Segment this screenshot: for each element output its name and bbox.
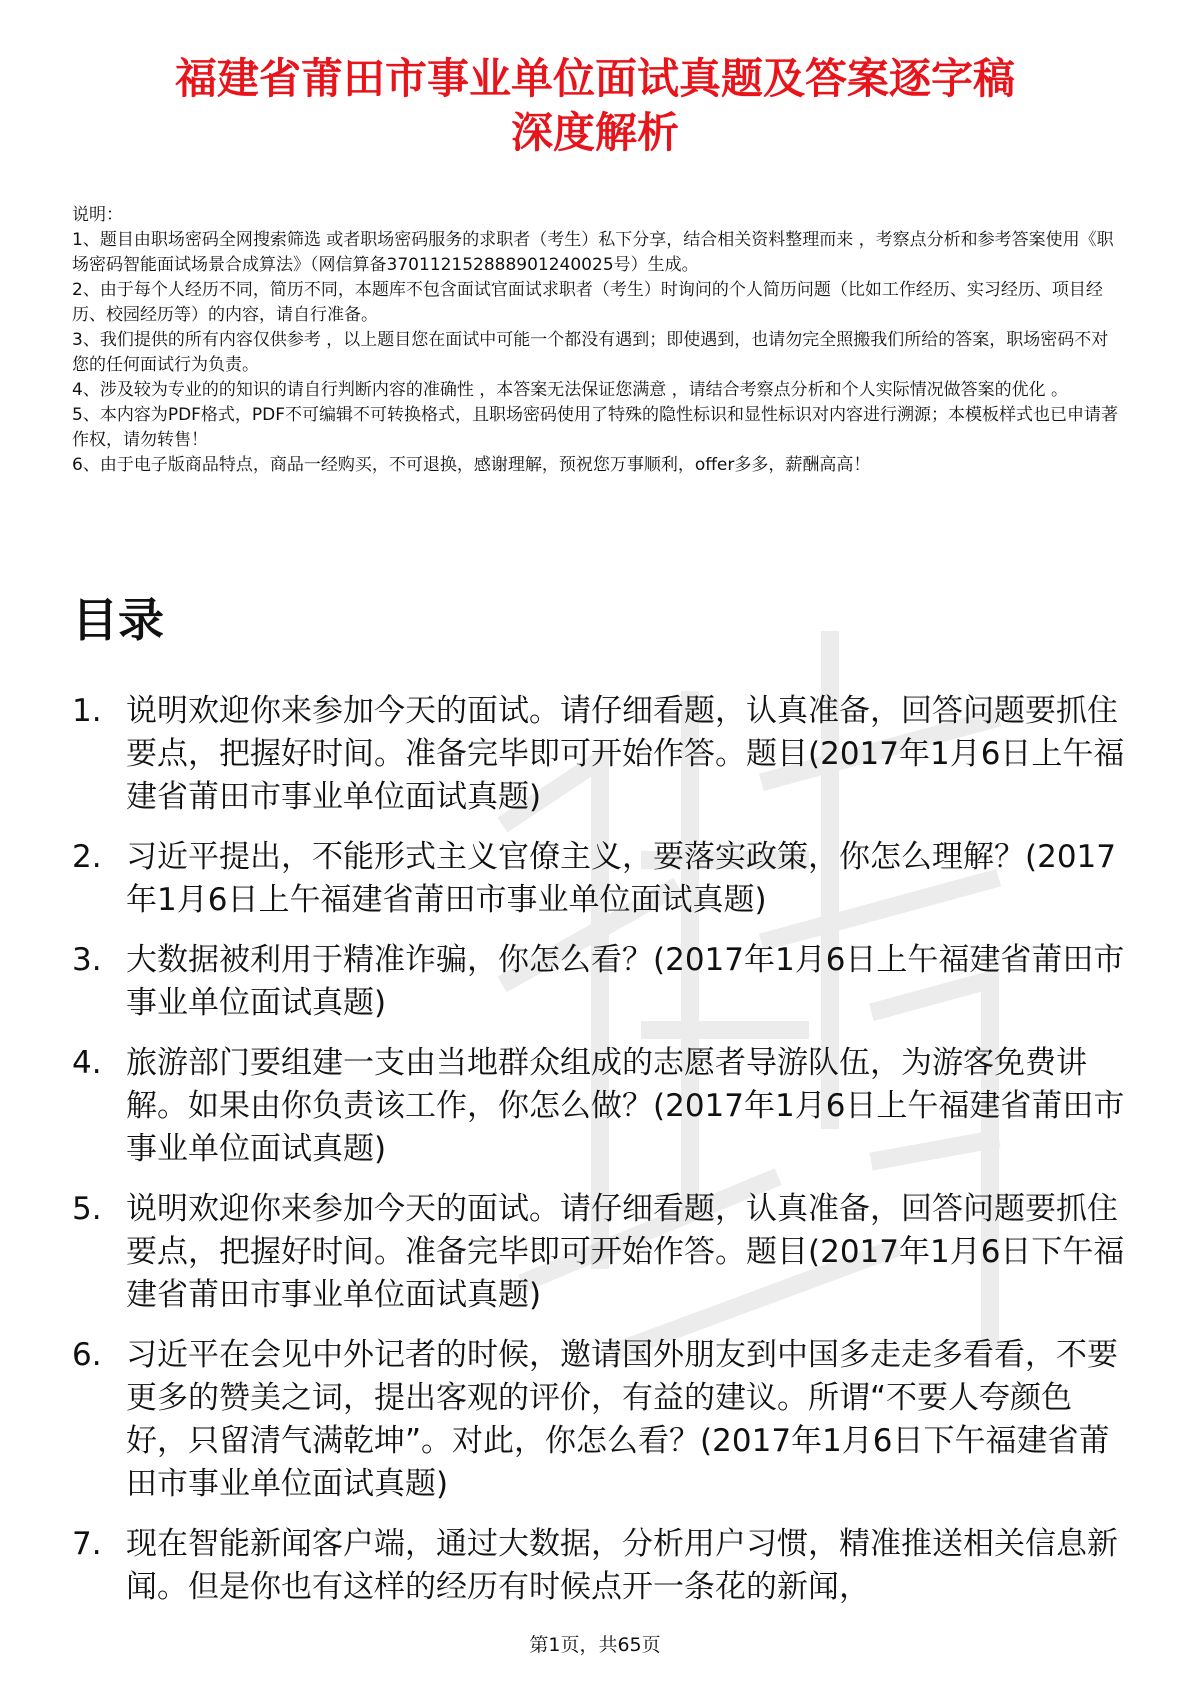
page-footer: 第1页，共65页: [529, 1634, 661, 1656]
instruction-item: 1、题目由职场密码全网搜索筛选 或者职场密码服务的求职者（考生）私下分享，结合相关资料整理而来 ，考察点分析和参考答案使用《职场密码智能面试场景合成算法》（网信算备370112152888901240025号）生成。: [72, 230, 1114, 275]
toc-item[interactable]: [72, 939, 1132, 1025]
toc-item-number: 6.: [72, 1337, 102, 1373]
toc-item[interactable]: [72, 1334, 1132, 1506]
instruction-item: 2、由于每个人经历不同，简历不同，本题库不包含面试官面试求职者（考生）时询问的个人简历问题（比如工作经历、实习经历、项目经历、校园经历等）的内容，请自行准备。: [72, 280, 1103, 325]
toc-item-text: 说明欢迎你来参加今天的面试。请仔细看题，认真准备，回答问题要抓住要点，把握好时间。准备完毕即可开始作答。题目(2017年1月6日下午福建省莆田市事业单位面试真题): [126, 1191, 1125, 1313]
toc-item-text: 现在智能新闻客户端，通过大数据，分析用户习惯，精准推送相关信息新闻。但是你也有这样的经历有时候点开一条花的新闻，: [126, 1526, 1118, 1605]
toc-item-text: 旅游部门要组建一支由当地群众组成的志愿者导游队伍，为游客免费讲解。如果由你负责该工作，你怎么做？(2017年1月6日上午福建省莆田市事业单位面试真题): [126, 1045, 1125, 1167]
document-title: [60, 52, 1130, 160]
instructions-heading: 说明：: [72, 205, 123, 225]
toc-item-text: 大数据被利用于精准诈骗，你怎么看？(2017年1月6日上午福建省莆田市事业单位面试真题): [126, 942, 1125, 1021]
toc-item[interactable]: [72, 1042, 1132, 1171]
instruction-item: 3、我们提供的所有内容仅供参考 ，以上题目您在面试中可能一个都没有遇到；即使遇到，也请勿完全照搬我们所给的答案，职场密码不对您的任何面试行为负责。: [72, 330, 1109, 375]
toc-item[interactable]: [72, 1523, 1132, 1609]
toc-item[interactable]: [72, 1188, 1132, 1317]
toc-item-text: 说明欢迎你来参加今天的面试。请仔细看题，认真准备，回答问题要抓住要点，把握好时间。准备完毕即可开始作答。题目(2017年1月6日上午福建省莆田市事业单位面试真题): [126, 693, 1125, 815]
toc-item-text: 习近平在会见中外记者的时候，邀请国外朋友到中国多走走多看看，不要更多的赞美之词，提出客观的评价，有益的建议。所谓“不要人夸颜色好，只留清气满乾坤”。对此，你怎么看？(2017年1月6日下午福建省莆田市事业单位面试真题): [126, 1337, 1118, 1502]
instruction-item: 4、涉及较为专业的的知识的请自行判断内容的准确性 ，本答案无法保证您满意 ，请结合考察点分析和个人实际情况做答案的优化 。: [72, 380, 1069, 400]
toc-item[interactable]: [72, 690, 1132, 819]
toc-item-number: 3.: [72, 942, 102, 978]
toc-list: [72, 690, 1132, 1626]
toc-item-number: 1.: [72, 693, 102, 729]
instructions-section: [72, 203, 1122, 478]
instruction-item: 6、由于电子版商品特点，商品一经购买，不可退换，感谢理解，预祝您万事顺利，offer多多，薪酬高高！: [72, 455, 871, 475]
toc-heading: 目录: [72, 593, 164, 647]
toc-item[interactable]: [72, 836, 1132, 922]
toc-item-number: 4.: [72, 1045, 102, 1081]
toc-item-number: 5.: [72, 1191, 102, 1227]
toc-item-number: 2.: [72, 839, 102, 875]
toc-item-number: 7.: [72, 1526, 102, 1562]
document-title-line-1: 福建省莆田市事业单位面试真题及答案逐字稿: [174, 54, 1015, 103]
toc-item-text: 习近平提出，不能形式主义官僚主义，要落实政策，你怎么理解？(2017年1月6日上午福建省莆田市事业单位面试真题): [126, 839, 1116, 918]
instruction-item: 5、本内容为PDF格式，PDF不可编辑不可转换格式，且职场密码使用了特殊的隐性标识和显性标识对内容进行溯源；本模板样式也已申请著作权，请勿转售！: [72, 405, 1119, 450]
document-title-line-2: 深度解析: [510, 108, 679, 157]
